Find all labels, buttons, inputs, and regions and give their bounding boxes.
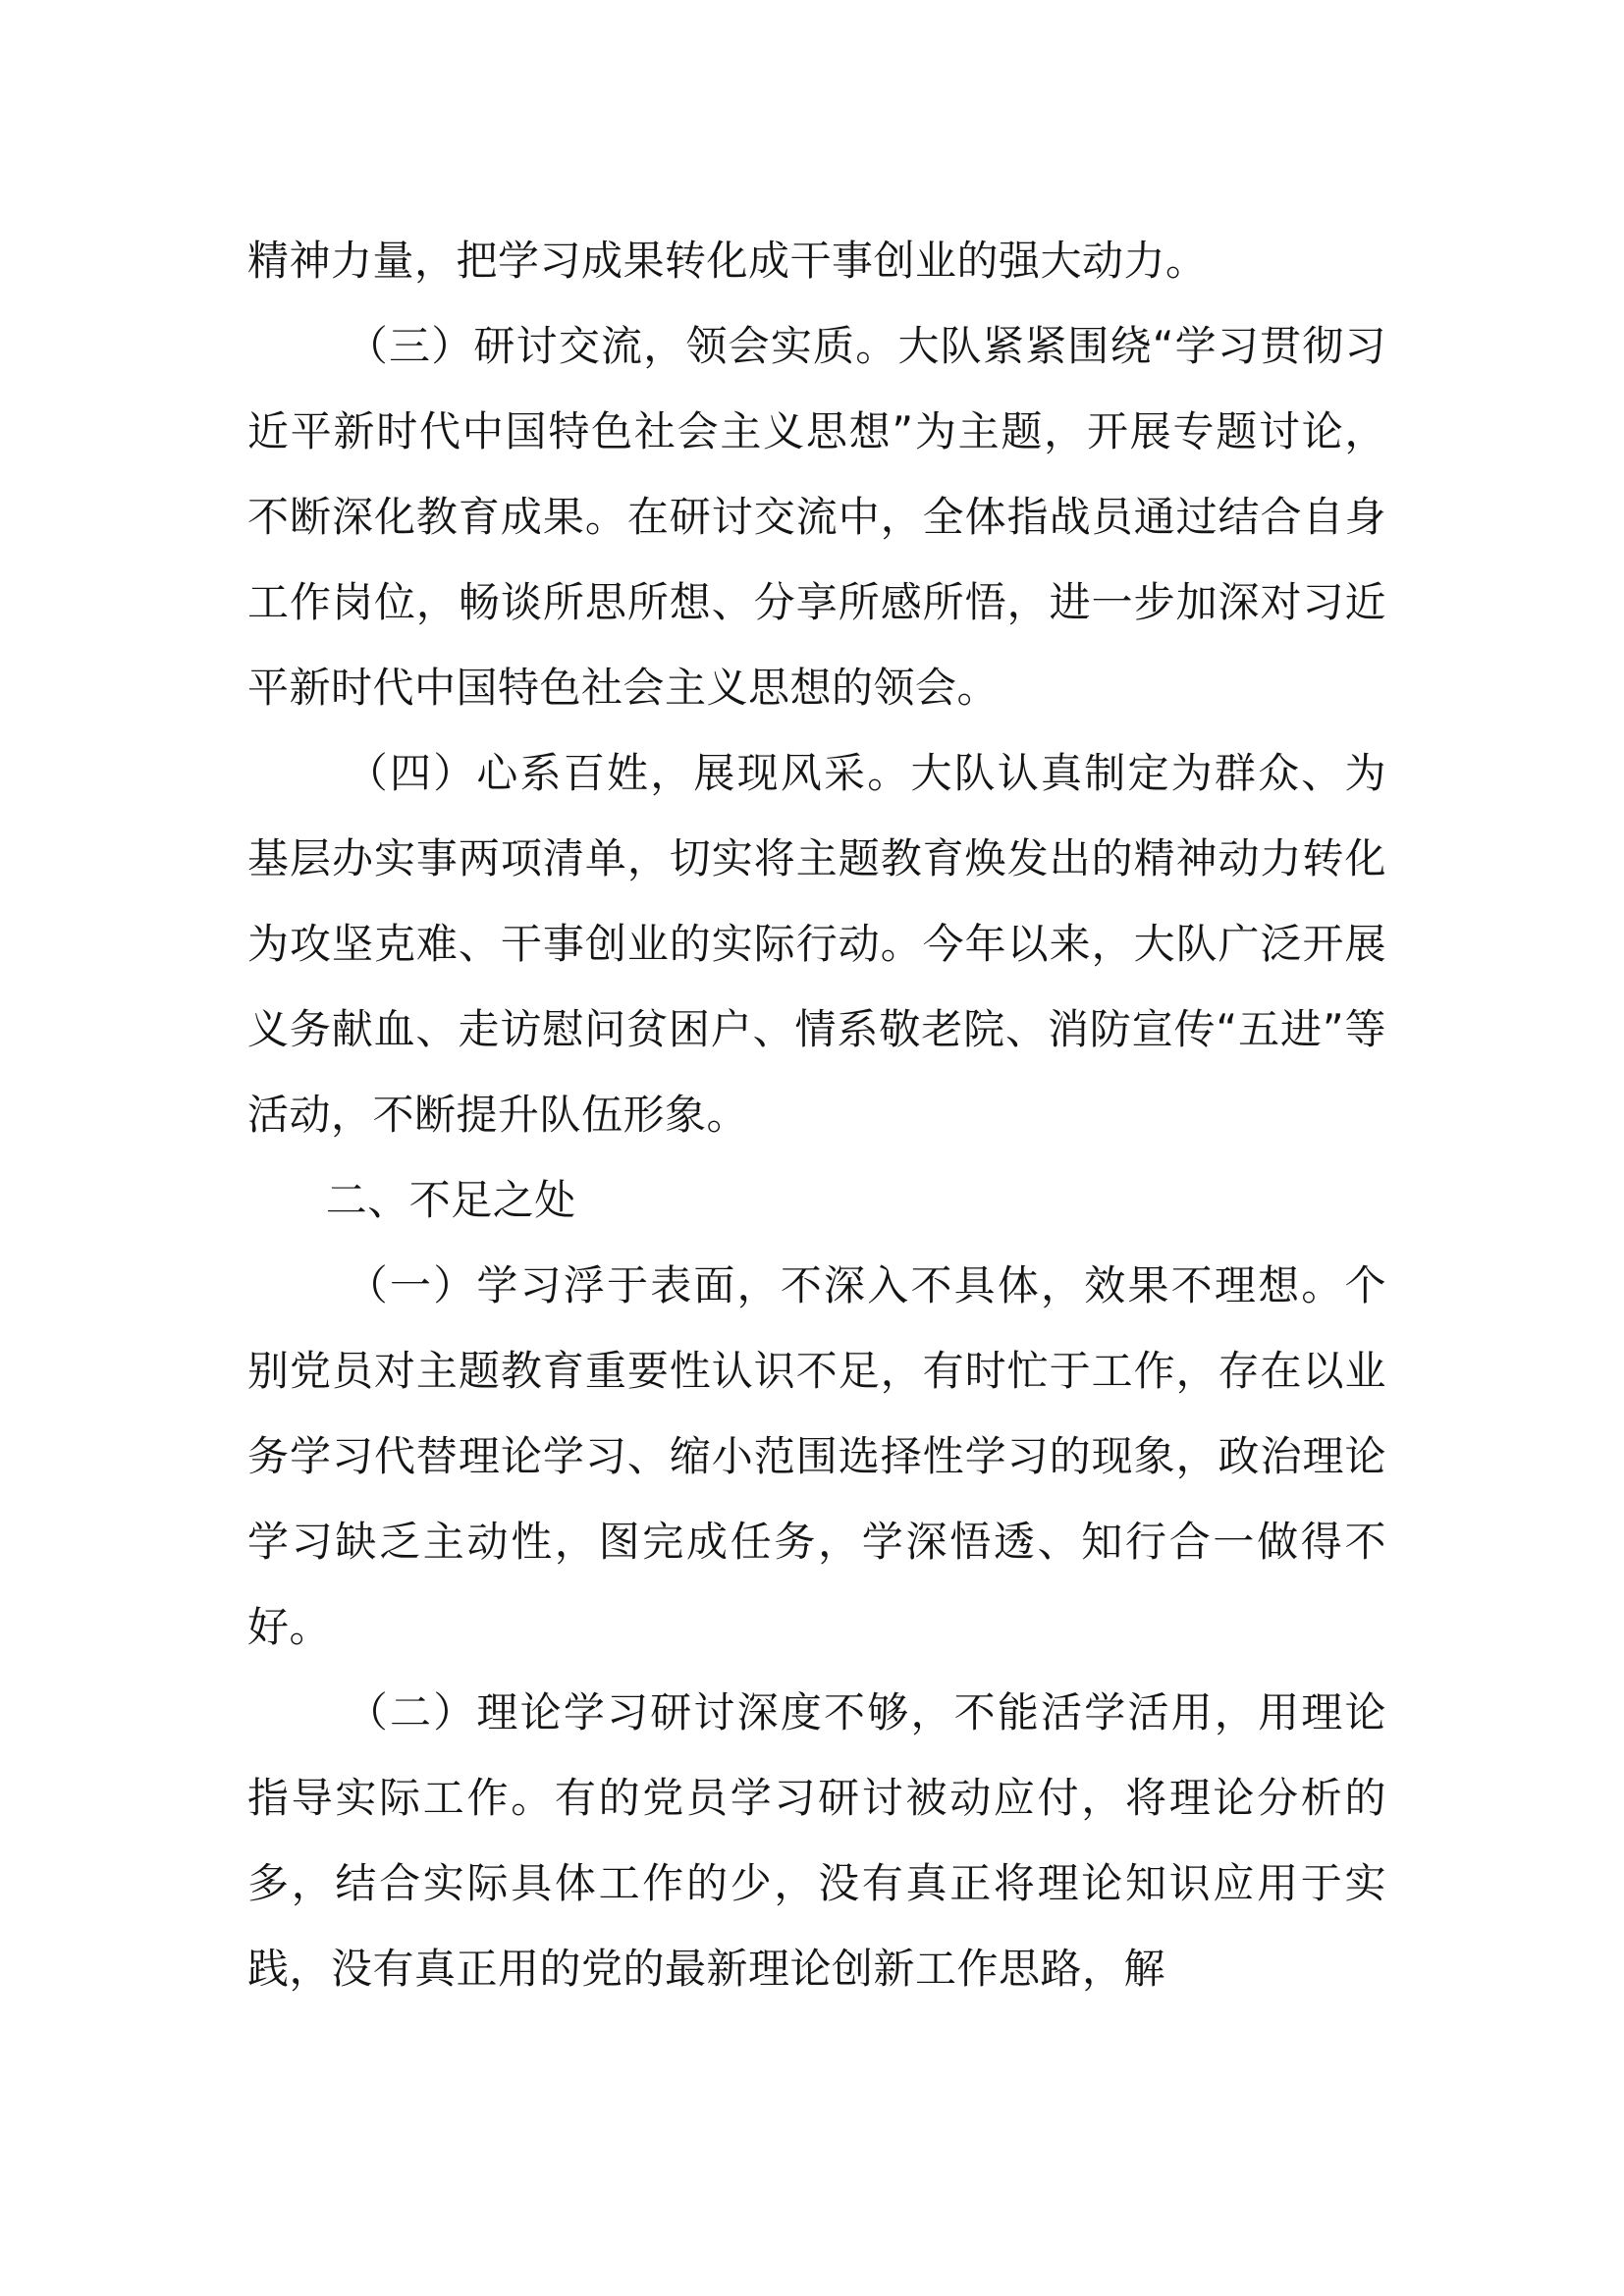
paragraph-item-4: （四）心系百姓，展现风采。大队认真制定为群众、为基层办实事两项清单，切实将主题教育焕发出的精神动力转化为攻坚克难、干事创业的实际行动。今年以来，大队广泛开展义务献血、走访慰问贫困户、情系敬老院、消防宣传“五进”等活动，不断提升队伍形象。 <box>247 749 1386 1139</box>
paragraph-shortcoming-1: （一）学习浮于表面，不深入不具体，效果不理想。个别党员对主题教育重要性认识不足，有时忙于工作，存在以业务学习代替理论学习、缩小范围选择性学习的现象，政治理论学习缺乏主动性，图完成任务，学深悟透、知行合一做得不好。 <box>247 1261 1386 1651</box>
paragraph-shortcoming-2: （二）理论学习研讨深度不够，不能活学活用，用理论指导实际工作。有的党员学习研讨被动应付，将理论分析的多，结合实际具体工作的少，没有真正将理论知识应用于实践，没有真正用的党的最新理论创新工作思路，解 <box>247 1688 1386 1993</box>
document-body <box>247 218 1386 2011</box>
section-heading-shortcomings: 二、不足之处 <box>325 1176 576 1224</box>
paragraph-item-3: （三）研讨交流，领会实质。大队紧紧围绕“学习贯彻习近平新时代中国特色社会主义思想”为主题，开展专题讨论，不断深化教育成果。在研讨交流中，全体指战员通过结合自身工作岗位，畅谈所思所想、分享所感所悟，进一步加深对习近平新时代中国特色社会主义思想的领会。 <box>247 322 1386 712</box>
paragraph-continuation: 精神力量，把学习成果转化成干事创业的强大动力。 <box>247 237 1208 285</box>
